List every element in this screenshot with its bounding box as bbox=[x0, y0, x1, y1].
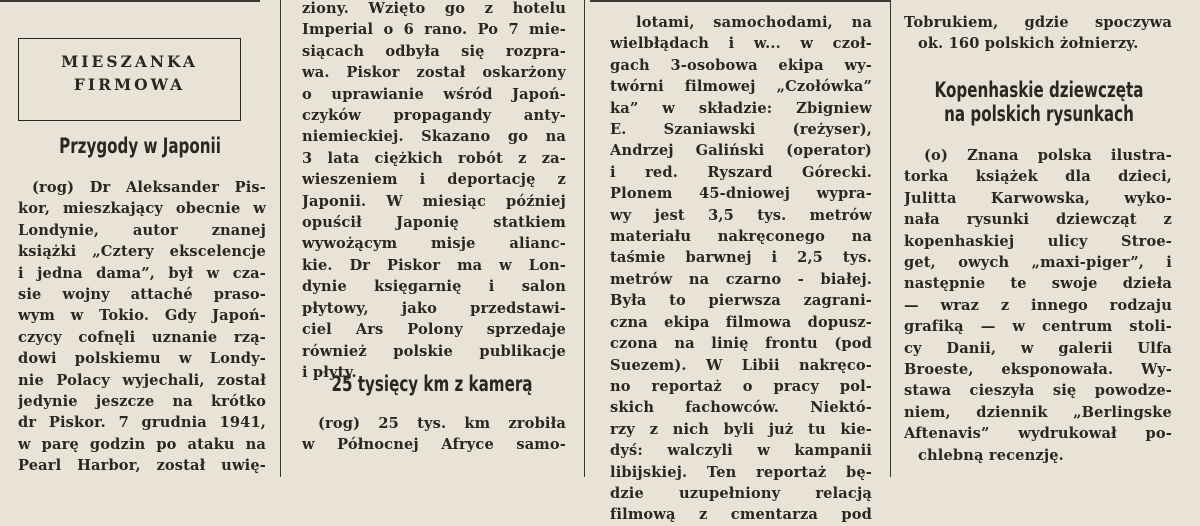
text-line: skich fachowców. Niektó- bbox=[610, 399, 872, 417]
text-line: kie. Dr Piskor ma w Lon- bbox=[302, 256, 566, 274]
column-rule bbox=[584, 0, 585, 477]
text-line: stawa cieszyła się powodze- bbox=[904, 382, 1172, 400]
text-line: Aftenavis” wydrukował po- bbox=[904, 425, 1172, 443]
text-line: w parę godzin po ataku na bbox=[18, 435, 266, 453]
text-line: niem, dziennik „Berlingske bbox=[904, 403, 1172, 421]
text-line: get, owych „maxi-piger”, i bbox=[904, 254, 1172, 272]
text-line: grafiką — w centrum stoli- bbox=[904, 318, 1172, 336]
text-line: no reportaż o pracy pol- bbox=[610, 377, 872, 395]
text-line: i płyty. bbox=[302, 363, 357, 381]
top-rule bbox=[0, 0, 260, 2]
text-line: ziony. Wzięto go z hotelu bbox=[302, 0, 566, 17]
text-line: czona na linię frontu (pod bbox=[610, 335, 872, 353]
text-line: i red. Ryszard Górecki. bbox=[610, 163, 872, 181]
article-body-japan-cont bbox=[302, 0, 566, 383]
text-line: wa. Piskor został oskarżony bbox=[302, 64, 566, 82]
text-line: E. Szaniawski (reżyser), bbox=[610, 121, 872, 139]
column-rule bbox=[280, 0, 281, 477]
text-line: ciel Ars Polony sprzedaje bbox=[302, 321, 566, 339]
text-line: wy jest 3,5 tys. metrów bbox=[610, 206, 872, 224]
article-body-copenhagen bbox=[904, 145, 1172, 466]
text-line: o uprawianie wśród Japoń- bbox=[302, 85, 566, 103]
text-line: sie wojny attaché praso- bbox=[18, 286, 266, 304]
text-line: materiału nakręconego na bbox=[610, 228, 872, 246]
text-line: nała rysunki dziewcząt z bbox=[904, 211, 1172, 229]
headline-line: Kopenhaskie dziewczęta bbox=[934, 78, 1144, 102]
article-body-japan bbox=[18, 177, 266, 477]
text-line: siącach odbyła się rozpra- bbox=[302, 42, 566, 60]
text-line: wieszeniem i deportację z bbox=[302, 171, 566, 189]
text-line: czna ekipa filmowa dopusz- bbox=[610, 313, 872, 331]
text-line: gach 3-osobowa ekipa wy- bbox=[610, 56, 872, 74]
text-line: płytowy, jako przedstawi- bbox=[302, 299, 566, 317]
text-line: cy Danii, w galerii Ulfa bbox=[904, 339, 1172, 357]
text-line: Andrzej Galiński (operator) bbox=[610, 142, 872, 160]
text-line: Plonem 45-dniowej wypra- bbox=[610, 185, 872, 203]
text-line: czycy cofnęli uznanie rzą- bbox=[18, 328, 266, 346]
text-line: Japonii. W miesiąc później bbox=[302, 192, 566, 210]
text-line: nie Polacy wyjechali, został bbox=[18, 371, 266, 389]
text-line: dynie księgarnię i salon bbox=[302, 278, 566, 296]
text-line: lotami, samochodami, na bbox=[636, 14, 872, 31]
text-line: Londynie, autor znanej bbox=[18, 221, 266, 239]
text-line: wym w Tokio. Gdy Japoń- bbox=[18, 307, 266, 325]
section-title-line2: FIRMOWA bbox=[73, 75, 186, 94]
article-body-camera bbox=[302, 413, 566, 456]
article-headline-japan: Przygody w Japonii bbox=[59, 134, 221, 158]
text-line: kopenhaskiej ulicy Stroe- bbox=[904, 232, 1172, 250]
article-headline-camera: 25 tysięcy km z kamerą bbox=[331, 372, 533, 396]
text-line: dr Piskor. 7 grudnia 1941, bbox=[18, 414, 266, 432]
text-line: dzie uzupełniony relacją bbox=[610, 484, 872, 502]
text-line: torka książek dla dzieci, bbox=[904, 168, 1172, 186]
text-line: Broeste, eksponowała. Wy- bbox=[904, 361, 1172, 379]
text-line: książki „Cztery ekscelencje bbox=[18, 243, 266, 261]
section-box bbox=[18, 38, 241, 121]
text-line: dyś: walczyli w kampanii bbox=[610, 442, 872, 460]
text-line: również polskie publikacje bbox=[302, 342, 566, 360]
text-line: niemieckiej. Skazano go na bbox=[302, 128, 566, 146]
text-line: jedynie jeszcze na krótko bbox=[18, 393, 266, 411]
text-line: Była to pierwsza zagrani- bbox=[610, 292, 872, 310]
text-line: (rog) 25 tys. km zrobiła bbox=[318, 415, 566, 432]
text-line: wywożącym misje alianc- bbox=[302, 235, 566, 253]
article-body-camera-end bbox=[904, 12, 1172, 55]
section-title-line1: MIESZANKA bbox=[61, 52, 198, 71]
headline-line: na polskich rysunkach bbox=[944, 102, 1134, 126]
text-line: chlebną recenzję. bbox=[918, 446, 1064, 464]
text-line: ka” w składzie: Zbigniew bbox=[610, 99, 872, 117]
text-line: (rog) Dr Aleksander Pis- bbox=[32, 179, 266, 196]
text-line: twórni filmowej „Czołówka” bbox=[610, 78, 872, 96]
text-line: Suezem). W Libii nakręco- bbox=[610, 356, 872, 374]
text-line: czyków propagandy anty- bbox=[302, 107, 566, 125]
article-headline-copenhagen bbox=[927, 78, 1150, 126]
text-line: wielbłądach i w... w czoł- bbox=[610, 35, 872, 53]
text-line: Pearl Harbor, został uwię- bbox=[18, 457, 266, 475]
text-line: taśmie barwnej i 2,5 tys. bbox=[610, 249, 872, 267]
text-line: Julitta Karwowska, wyko- bbox=[904, 189, 1172, 207]
text-line: i jedna dama”, był w cza- bbox=[18, 264, 266, 282]
text-line: libijskiej. Ten reportaż bę- bbox=[610, 463, 872, 481]
text-line: metrów na czarno - białej. bbox=[610, 270, 872, 288]
text-line: kor, mieszkający obecnie w bbox=[18, 200, 266, 218]
text-line: opuścił Japonię statkiem bbox=[302, 214, 566, 232]
text-line: filmową z cmentarza pod bbox=[610, 506, 872, 524]
text-line: Imperial o 6 rano. Po 7 mie- bbox=[302, 21, 566, 39]
text-line: Tobrukiem, gdzie spoczywa bbox=[904, 14, 1172, 31]
article-body-camera-cont bbox=[610, 12, 872, 526]
text-line: dowi polskiemu w Londy- bbox=[18, 350, 266, 368]
text-line: (o) Znana polska ilustra- bbox=[924, 147, 1172, 164]
column-rule bbox=[890, 0, 891, 477]
text-line: ok. 160 polskich żołnierzy. bbox=[918, 35, 1139, 53]
text-line: w Północnej Afryce samo- bbox=[302, 436, 566, 454]
top-rule bbox=[590, 0, 890, 2]
text-line: 3 lata ciężkich robót z za- bbox=[302, 149, 566, 167]
text-line: rzy z nich byli już tu kie- bbox=[610, 420, 872, 438]
text-line: — wraz z innego rodzaju bbox=[904, 296, 1172, 314]
text-line: następnie te swoje dzieła bbox=[904, 275, 1172, 293]
